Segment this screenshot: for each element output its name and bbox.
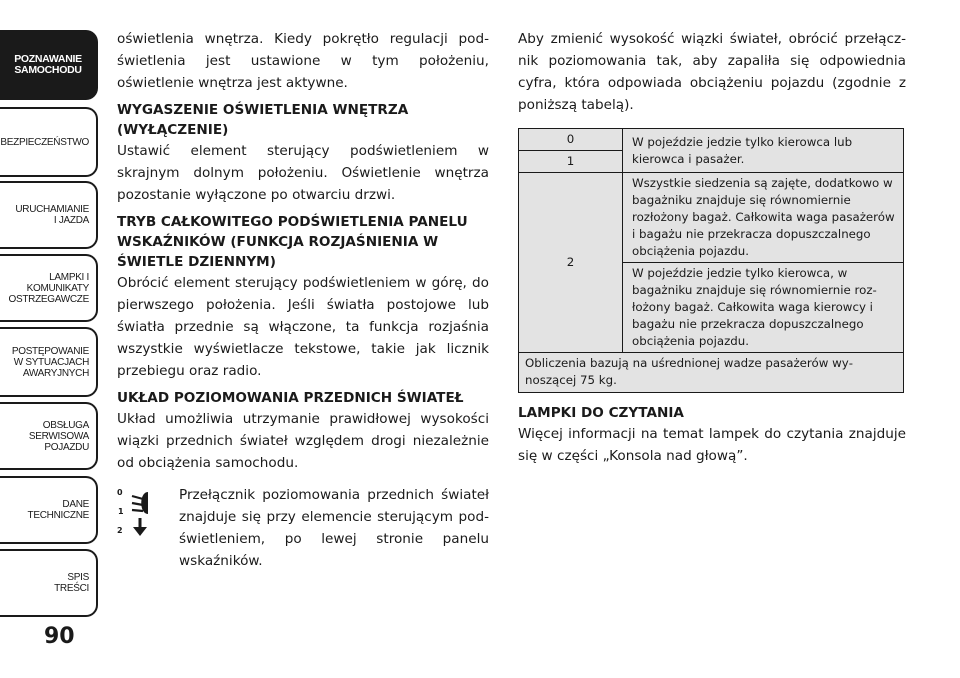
table-cell-level: 2	[519, 173, 623, 353]
headlight-leveling-icon	[117, 484, 165, 544]
table-cell-level: 1	[519, 151, 623, 173]
chapter-navigation	[0, 0, 100, 678]
paragraph-tryb-podswietlenia: Obrócić element sterujący podświetleniem w górę, do pierwszego położenia. Jeśli światła postojowe lub światła przednie są włączone, ta funkcja rozjaśnia wszystkie wyświetlacze tekstowe, takie jak licznik przebiegu oraz radio.	[117, 275, 489, 379]
table-row	[519, 173, 904, 263]
page-number: 90	[44, 624, 75, 649]
paragraph-lampki-do-czytania: Więcej informacji na temat lampek do czytania znajduje się w części „Konsola nad głową”.	[518, 426, 906, 464]
tab-dane-techniczne[interactable]: DANE TECHNICZNE	[0, 476, 98, 544]
paragraph-wygaszenie: Ustawić element sterujący podświetleniem w skrajnym dolnym położeniu. Oświetlenie wnętrza pozostanie wyłączone po otwarciu drzwi.	[117, 143, 489, 203]
left-column	[117, 28, 489, 572]
paragraph-leveling-switch: Przełącznik poziomowania przednich świateł znajduje się przy elemencie sterującym podświetleniem, po lewej stronie panelu wskaźników.	[179, 487, 489, 569]
right-column	[518, 28, 906, 467]
heading-wygaszenie-oswietlenia: WYGASZENIE OŚWIETLENIA WNĘTRZA (WYŁĄCZENIE)	[117, 102, 409, 138]
leveling-table	[518, 128, 904, 393]
leveling-switch-block	[117, 484, 489, 572]
heading-lampki-do-czytania: LAMPKI DO CZYTANIA	[518, 405, 684, 421]
table-cell-description: W pojeździe jedzie tylko kierowca lub kierowca i pasażer.	[623, 129, 904, 173]
table-note: Obliczenia bazują na uśrednionej wadze pasażerów wynoszącej 75 kg.	[519, 353, 904, 393]
heading-poziomowanie-swiatel: UKŁAD POZIOMOWANIA PRZEDNICH ŚWIATEŁ	[117, 390, 464, 406]
paragraph-poziomowanie: Układ umożliwia utrzymanie prawidłowej wysokości wiązki przednich świateł względem drogi niezależnie od obciążenia samochodu.	[117, 411, 489, 471]
tab-spis-tresci[interactable]: SPIS TREŚCI	[0, 549, 98, 617]
table-row	[519, 353, 904, 393]
tab-postepowanie-awaryjne[interactable]: POSTĘPOWANIE W SYTUACJACH AWARYJNYCH	[0, 327, 98, 397]
tab-bezpieczenstwo[interactable]: BEZPIECZEŃSTWO	[0, 107, 98, 177]
icon-label-0: 0	[117, 488, 123, 497]
tab-uruchamianie-i-jazda[interactable]: URUCHAMIANIE I JAZDA	[0, 181, 98, 249]
icon-label-2: 2	[117, 526, 123, 535]
heading-tryb-podswietlenia: TRYB CAŁKOWITEGO PODŚWIETLENIA PANELU WSKAŹNIKÓW (FUNKCJA ROZJAŚNIENIA W ŚWIETLE DZIENNYM)	[117, 214, 468, 270]
table-row	[519, 129, 904, 151]
table-cell-description: W pojeździe jedzie tylko kierowca, w bagażniku znajduje się równomiernie rozłożony bagaż. Całkowita waga kierowcy i bagażu nie przekracza dopuszczalnego obciążenia pojazdu.	[623, 263, 904, 353]
intro-leveling-paragraph: Aby zmienić wysokość wiązki świateł, obrócić przełącznik poziomowania tak, aby zapaliła się odpowiednia cyfra, która odpowiada obciążeniu pojazdu (zgodnie z poniższą tabelą).	[518, 31, 906, 113]
table-cell-level: 0	[519, 129, 623, 151]
tab-lampki-i-komunikaty[interactable]: LAMPKI I KOMUNIKATY OSTRZEGAWCZE	[0, 254, 98, 322]
table-cell-description: Wszystkie siedzenia są zajęte, dodatkowo w bagażniku znajduje się równomiernie rozłożony bagaż. Całkowita waga pasażerów i bagażu nie przekracza dopuszczalnego obciążenia pojazdu.	[623, 173, 904, 263]
intro-paragraph: oświetlenia wnętrza. Kiedy pokrętło regulacji podświetlenia jest ustawione w tym położeniu, oświetlenie wnętrza jest aktywne.	[117, 31, 489, 91]
icon-label-1: 1	[118, 507, 124, 516]
tab-poznawanie-samochodu[interactable]: POZNAWANIE SAMOCHODU	[0, 30, 98, 100]
tab-obsluga-serwisowa[interactable]: OBSŁUGA SERWISOWA POJAZDU	[0, 402, 98, 470]
